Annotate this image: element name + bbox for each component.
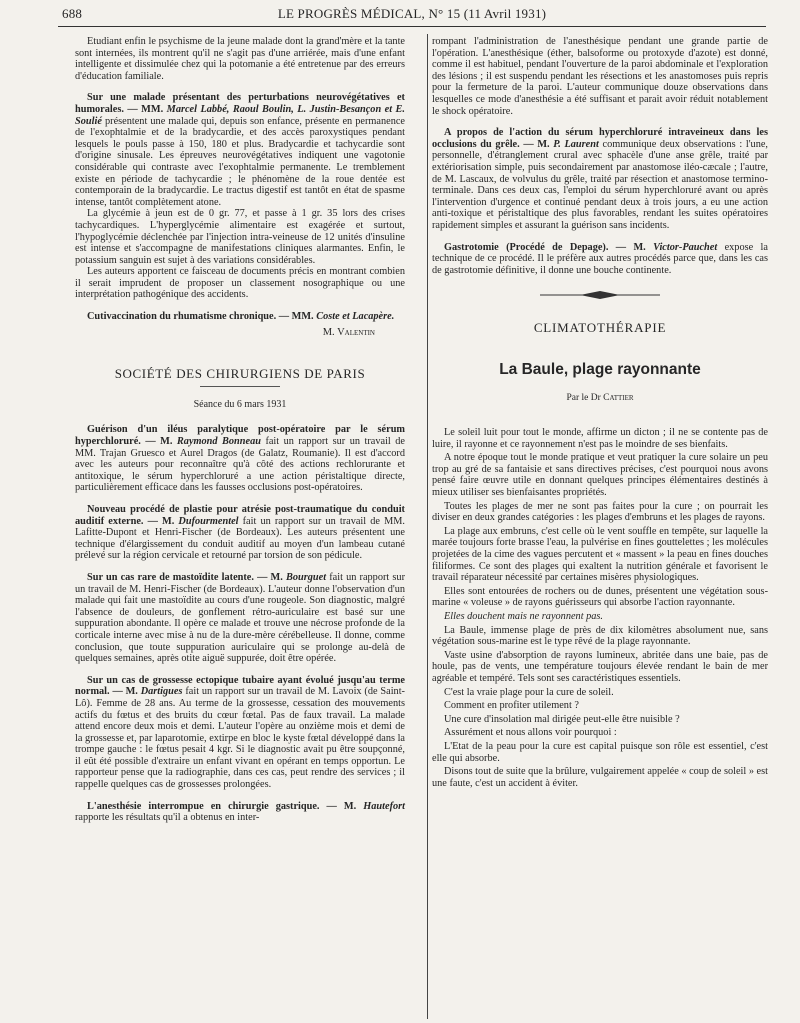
section-heading: CLIMATOTHÉRAPIE	[533, 320, 667, 336]
running-header	[62, 6, 762, 24]
article-title: La Baule, plage rayonnante	[499, 360, 701, 378]
report-authors: Dufourmentel	[178, 515, 239, 527]
article-paragraph: Comment en profiter utilement ?	[444, 700, 579, 712]
report-title: Guérison d'un iléus paralytique post-opératoire par le sérum hyperchloruré. — M.	[75, 424, 405, 448]
report-pauchet	[432, 242, 768, 277]
article-paragraph: Disons tout de suite que la brûlure, vulgairement appelée « coup de soleil » est une faute, c'est un accident à éviter.	[432, 766, 768, 789]
report-body: rapporte les résultats qu'il a obtenus en inter-	[75, 812, 260, 824]
byline	[432, 393, 768, 405]
section-date: Séance du 6 mars 1931	[193, 398, 287, 410]
column-divider	[427, 34, 428, 1019]
article-paragraph: La plage aux embruns, c'est celle où le vent souffle en tempête, sur laquelle la marée toujours forte brasse l'eau, la pulvérise en fines gouttelettes ; les molécules projetées de la cime des vagues percutent et « massent » la peau en fines douches filiformes. Ce sont des plages qui exaltent la nutrition générale et favorisent le travail réparateur nécessité par certaines misères physiologiques.	[432, 525, 768, 584]
intro-paragraph: Etudiant enfin le psychisme de la jeune malade dont la grand'mère et la tante sont internées, ils montrent qu'il ne s'agit pas d'une arriérée, mais d'une enfant intelligente et dissimulée chez qui la potomanie a été entretenue par des erreurs d'éducation familiale.	[75, 36, 405, 82]
report-authors: Bourguet	[286, 571, 327, 583]
article-paragraph: Le soleil luit pour tout le monde, affirme un dicton ; il ne se contente pas de luire, il rayonne et ce rayonnement n'est pas le moindre de ses bienfaits.	[432, 427, 768, 450]
report-body: présentent une malade qui, depuis son enfance, présente en permanence de l'exophtalmie et de la bradycardie, et des accès paroxystiques pendant lesquels le pouls passe à 150, 180 et plus. Bradycardie et tachycardie sont d'origine sinusale. Les épreuves neurovégétatives indiquent une vagotonie considérable qui contraste avec l'exophtalmie permanente. Le tremblement existe en période de tachycardie ; le phénomène de la roue dentée est contemporain de la bradycardie. Le tractus digestif est tantôt en état de spasme intense, tantôt complètement atone.	[75, 115, 405, 208]
article-paragraph: Vaste usine d'absorption de rayons lumineux, abritée dans une baie, pas de houle, pas de vents, une température toujours élevée rendant le bain de mer agréable et tempéré. Tels sont ses caractéristiques essentiels.	[432, 649, 768, 684]
section-title: SOCIÉTÉ DES CHIRURGIENS DE PARIS	[114, 366, 366, 382]
report-title: L'anesthésie interrompue en chirurgie gastrique. — M.	[87, 800, 357, 812]
report-laurent	[432, 127, 768, 231]
article-paragraph: Elles douchent mais ne rayonnent pas.	[444, 610, 604, 622]
report-authors: Raymond Bonneau	[176, 436, 261, 448]
report-body: expose la technique de ce procédé. Il le préfère aux autres procédés parce que, dans les cas de gastrotomie définitive, il donne une bouche continente.	[432, 241, 768, 276]
report-title: Sur un cas de grossesse ectopique tubaire ayant évolué jusqu'au terme normal. — M.	[75, 674, 405, 698]
report-title: Cutivaccination du rhumatisme chronique. — MM.	[87, 311, 314, 323]
report-body: fait un rapport sur un travail de MM. Trajan Gruesco et Aurel Dragos (de Galatz, Roumanie). Il est d'accord avec les auteurs pour reconnaître qu'à côté des actions rechlorurante et antitoxique, le sérum hyperchloruré a une action péristaltique directe, particulièrement efficace dans les fausses occlusions post-opératoires.	[75, 436, 405, 494]
report-bourguet	[75, 572, 405, 665]
article-paragraph: Une cure d'insolation mal dirigée peut-elle être nuisible ?	[444, 713, 680, 725]
signature: M. Valentin	[322, 326, 375, 338]
report-authors: Hautefort	[363, 800, 406, 812]
article-paragraph: A notre époque tout le monde pratique et veut pratiquer la cure solaire un peu trop au gré de sa fantaisie et sans directives précises, c'est pourquoi nous avons pensé faire œuvre utile en donnant quelques principes élémentaires destinés à mieux utiliser ses bienfaisantes propriétés.	[432, 452, 768, 499]
report-authors: Victor-Pauchet	[653, 241, 718, 253]
article-paragraph: C'est la vraie plage pour la cure de soleil.	[444, 686, 614, 698]
article-paragraph: Assurément et nous allons voir pourquoi :	[444, 727, 617, 739]
report-authors: Dartigues	[140, 686, 183, 698]
report-authors: Marcel Labbé, Raoul Boulin, L. Justin-Besançon et E. Soulié	[75, 103, 405, 127]
report-body: communique deux observations : l'une, personnelle, d'étranglement crural avec sphacèle d'une anse grêle, traité par extériorisation simple, puis secondairement par anastomose iléo-cæcale ; l'autre, de M. Lascaux, de volvulus du grêle, traité par résection et anastomose termino-terminale. Dans ces deux cas, l'emploi du sérum hyperchloruré avant ou après l'intervention d'urgence et continué pendant deux à trois jours, a eu une action anti-toxique et péristaltique des plus favorables, rendant les suites opératoires rapidement simples et assurant la guérison sans incidents.	[432, 138, 768, 231]
report-labbe	[75, 92, 405, 208]
report-dartigues	[75, 675, 405, 791]
report-title: A propos de l'action du sérum hyperchloruré intraveineux dans les occlusions du grêle. — M.	[432, 127, 768, 150]
article-paragraph: Elles sont entourées de rochers ou de dunes, présentent une végétation sous-marine « voleuse » de rayons guérisseurs qui absorbe l'action rayonnante.	[432, 585, 768, 609]
report-body: fait un rapport sur un travail de M. Henri-Fischer (de Bordeaux). L'auteur donne l'observation d'un malade qui fait une mastoïdite au cours d'une rougeole. Son diagnostic, malgré l'absence de douleurs, de gonflement rétro-auriculaire est basé sur une suppuration abondante. Il opère ce malade et trouve une nécrose profonde de la corticale interne avec mise à nu de la dure-mère cérébelleuse. Il donne, comme conclusion, que toute suppuration auriculaire qui se prolonge au-delà de quelques semaines, après otite aiguë suppurée, doit être opérée.	[75, 571, 406, 665]
report-body: fait un rapport sur un travail de M. Lavoix (de Saint-Lô). Femme de 28 ans. Au terme de la grossesse, cessation des mouvements actifs du fœtus et des bruits du cœur fœtal. Pas de faux travail. La malade attend encore deux mois et demi. L'auteur l'opère au onzième mois et demi de la grossesse et, par laparotomie, extirpe en bloc le kyste fœtal développé dans la trompe gauche : le fœtus pesait 4 kgr. Si le diagnostic avait pu être soupçonné, il eût été possible d'extraire un enfant vivant en opérant en temps opportun. Le rapporteur pense que la radiographie, dans ces cas, peut rendre des services ; il rappelle quelques cas de grossesses prolongées.	[75, 686, 405, 791]
report-dufourmentel	[75, 504, 405, 562]
report-title: Sur une malade présentant des perturbations neurovégétatives et humorales. — MM.	[75, 92, 405, 115]
left-column	[75, 36, 405, 834]
article-paragraph: La Baule, immense plage de près de dix kilomètres absolument nue, sans végétation sous-marine est le type rêvé de la plage rayonnante.	[432, 624, 768, 648]
report-hautefort	[75, 801, 405, 824]
report-labbe-p3: Les auteurs apportent ce faisceau de documents précis en montrant combien il serait imprudent de proposer un classement nosographique ou une interprétation pathogénique des accidents.	[75, 266, 405, 301]
byline-author: Cattier	[603, 393, 634, 404]
running-title: LE PROGRÈS MÉDICAL, N° 15 (11 Avril 1931)	[277, 6, 547, 21]
ornament-divider	[540, 290, 660, 300]
report-coste	[75, 311, 405, 323]
report-title: Sur un cas rare de mastoïdite latente. — M.	[87, 571, 283, 583]
report-labbe-p2: La glycémie à jeun est de 0 gr. 77, et passe à 1 gr. 35 lors des crises tachycardiques. L'hyperglycémie alimentaire est exagérée et surtout, l'hypoglycémie déclenchée par l'injection intra-veineuse de 12 unités d'insuline est intense et s'accompagne de manifestations cliniques alarmantes. Enfin, le potassium sanguin est sujet à des variations considérables.	[75, 208, 405, 266]
report-bonneau	[75, 424, 405, 494]
report-authors: P. Laurent	[553, 138, 599, 150]
byline-prefix: Par le Dr	[566, 393, 601, 404]
article-paragraph: Toutes les plages de mer ne sont pas faites pour la cure ; on pourrait les diviser en deux grandes catégories : les plages d'embruns et les plages de rayons.	[432, 500, 768, 524]
report-authors: Coste et Lacapère.	[316, 311, 395, 323]
report-title: Gastrotomie (Procédé de Depage). — M.	[444, 241, 646, 253]
page-number: 688	[62, 6, 83, 21]
right-column	[432, 36, 768, 791]
report-body: fait un rapport sur un travail de MM. Lafitte-Dupont et Henri-Fischer (de Bordeaux). Les auteurs présentent une technique d'élargissement du conduit auditif au moyen d'un lambeau cutané prélevé sur la région cervicale et retourné par torsion de son pédicule.	[75, 515, 406, 562]
continued-paragraph: rompant l'administration de l'anesthésique pendant une grande partie de l'opération. L'anesthésique (éther, balsoforme ou protoxyde d'azote) est donné, comme il est habituel, pendant l'ouverture de la paroi abdominale et l'exploration des lésions ; il est suspendu pendant les résections et les anastomoses puis repris pour la fermeture de la paroi. L'auteur communique douze observations dans lesquelles ce mode d'anesthésie a été suffisant et parait avoir réduit notablement le shock opératoire.	[432, 36, 768, 117]
section-rule	[200, 386, 280, 387]
header-rule	[58, 26, 766, 27]
article-paragraph: L'Etat de la peau pour la cure est capital puisque son rôle est essentiel, c'est elle qui absorbe.	[432, 740, 768, 764]
report-title: Nouveau procédé de plastie pour atrésie post-traumatique du conduit auditif externe. — M.	[75, 504, 405, 527]
